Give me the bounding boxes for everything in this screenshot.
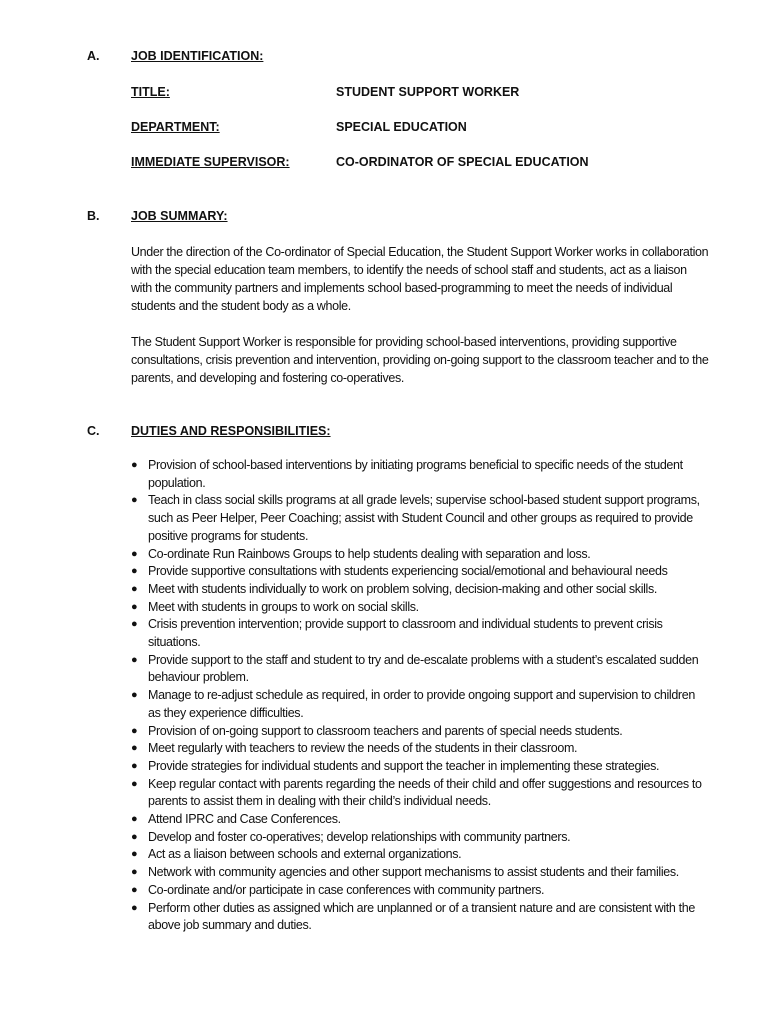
bullet-icon: ●: [131, 813, 138, 826]
duty-text: Act as a liaison between schools and external organizations.: [148, 847, 462, 862]
duties-list: [131, 457, 709, 935]
duty-text: Provide supportive consultations with students experiencing social/emotional and behavioural needs: [148, 564, 668, 579]
duty-text: Provision of school-based interventions by initiating programs beneficial to specific needs of the student population.: [148, 458, 683, 490]
list-item: [131, 864, 709, 882]
list-item: [131, 599, 709, 617]
duty-text: Teach in class social skills programs at all grade levels; supervise school-based student support programs, such as Peer Helper, Peer Coaching; assist with Student Council and other groups as required to provide positive programs for students.: [148, 493, 700, 543]
summary-paragraph-2: The Student Support Worker is responsible for providing school-based interventions, providing supportive consultations, crisis prevention and intervention, providing on-going support to the classroom teacher and to the parents, and developing and fostering co-operatives.: [131, 335, 709, 385]
bullet-icon: ●: [131, 600, 138, 613]
duty-text: Keep regular contact with parents regarding the needs of their child and offer suggestions and resources to parents to assist them in dealing with their child’s individual needs.: [148, 776, 702, 809]
duty-text: Co-ordinate and/or participate in case conferences with community partners.: [148, 882, 545, 897]
section-c-letter: C.: [87, 424, 100, 438]
supervisor-value: CO-ORDINATOR OF SPECIAL EDUCATION: [336, 155, 589, 169]
list-item: [131, 687, 709, 722]
bullet-icon: ●: [131, 582, 138, 595]
bullet-icon: ●: [131, 724, 138, 737]
duty-text: Provide support to the staff and student to try and de-escalate problems with a student’s escalated sudden behaviour problem.: [148, 652, 699, 685]
list-item: [131, 829, 709, 847]
duty-text: Network with community agencies and other support mechanisms to assist students and their families.: [148, 865, 679, 880]
department-value: SPECIAL EDUCATION: [336, 120, 467, 134]
bullet-icon: ●: [131, 901, 138, 914]
bullet-icon: ●: [131, 866, 138, 879]
section-b-letter: B.: [87, 209, 100, 223]
summary-paragraph-1: Under the direction of the Co-ordinator of Special Education, the Student Support Worker works in collaboration with the special education team members, to identify the needs of school staff and students, act as a liaison with the community partners and implements school based-programming to meet the needs of individual students and the student body as a whole.: [131, 245, 709, 313]
duty-text: Manage to re-adjust schedule as required, in order to provide ongoing support and supervision to children as they experience difficulties.: [148, 688, 695, 720]
duty-text: Meet with students individually to work on problem solving, decision-making and other social skills.: [148, 581, 658, 596]
duty-text: Meet with students in groups to work on social skills.: [148, 599, 419, 614]
list-item: [131, 900, 709, 935]
section-b-heading: JOB SUMMARY:: [131, 209, 228, 223]
duty-text: Perform other duties as assigned which are unplanned or of a transient nature and are consistent with the above job summary and duties.: [148, 900, 695, 933]
bullet-icon: ●: [131, 618, 138, 631]
bullet-icon: ●: [131, 689, 138, 702]
list-item: [131, 846, 709, 864]
list-item: [131, 581, 709, 599]
section-a-heading: JOB IDENTIFICATION:: [131, 49, 264, 63]
list-item: [131, 776, 709, 811]
section-c-heading: DUTIES AND RESPONSIBILITIES:: [131, 424, 331, 438]
list-item: [131, 546, 709, 564]
duty-text: Co-ordinate Run Rainbows Groups to help students dealing with separation and loss.: [148, 546, 591, 561]
bullet-icon: ●: [131, 883, 138, 896]
bullet-icon: ●: [131, 830, 138, 843]
list-item: [131, 723, 709, 741]
bullet-icon: ●: [131, 653, 138, 666]
bullet-icon: ●: [131, 759, 138, 772]
list-item: [131, 616, 709, 651]
title-value: STUDENT SUPPORT WORKER: [336, 85, 520, 99]
duty-text: Develop and foster co-operatives; develop relationships with community partners.: [148, 829, 571, 844]
list-item: [131, 740, 709, 758]
duty-text: Provision of on-going support to classroom teachers and parents of special needs students.: [148, 723, 623, 738]
supervisor-label: IMMEDIATE SUPERVISOR:: [131, 155, 290, 169]
duty-text: Crisis prevention intervention; provide support to classroom and individual students to prevent crisis situations.: [148, 617, 663, 650]
duty-text: Provide strategies for individual students and support the teacher in implementing these strategies.: [148, 758, 660, 773]
bullet-icon: ●: [131, 459, 138, 471]
list-item: [131, 563, 709, 581]
list-item: [131, 492, 709, 545]
bullet-icon: ●: [131, 547, 138, 560]
section-a-letter: A.: [87, 49, 100, 63]
list-item: [131, 457, 709, 492]
bullet-icon: ●: [131, 565, 138, 578]
bullet-icon: ●: [131, 494, 138, 507]
list-item: [131, 882, 709, 900]
list-item: [131, 652, 709, 687]
bullet-icon: ●: [131, 742, 138, 755]
duty-text: Meet regularly with teachers to review the needs of the students in their classroom.: [148, 741, 578, 756]
bullet-icon: ●: [131, 777, 138, 790]
bullet-icon: ●: [131, 848, 138, 861]
list-item: [131, 758, 709, 776]
department-label: DEPARTMENT:: [131, 120, 220, 134]
list-item: [131, 811, 709, 829]
title-label: TITLE:: [131, 85, 170, 99]
duty-text: Attend IPRC and Case Conferences.: [148, 812, 341, 827]
